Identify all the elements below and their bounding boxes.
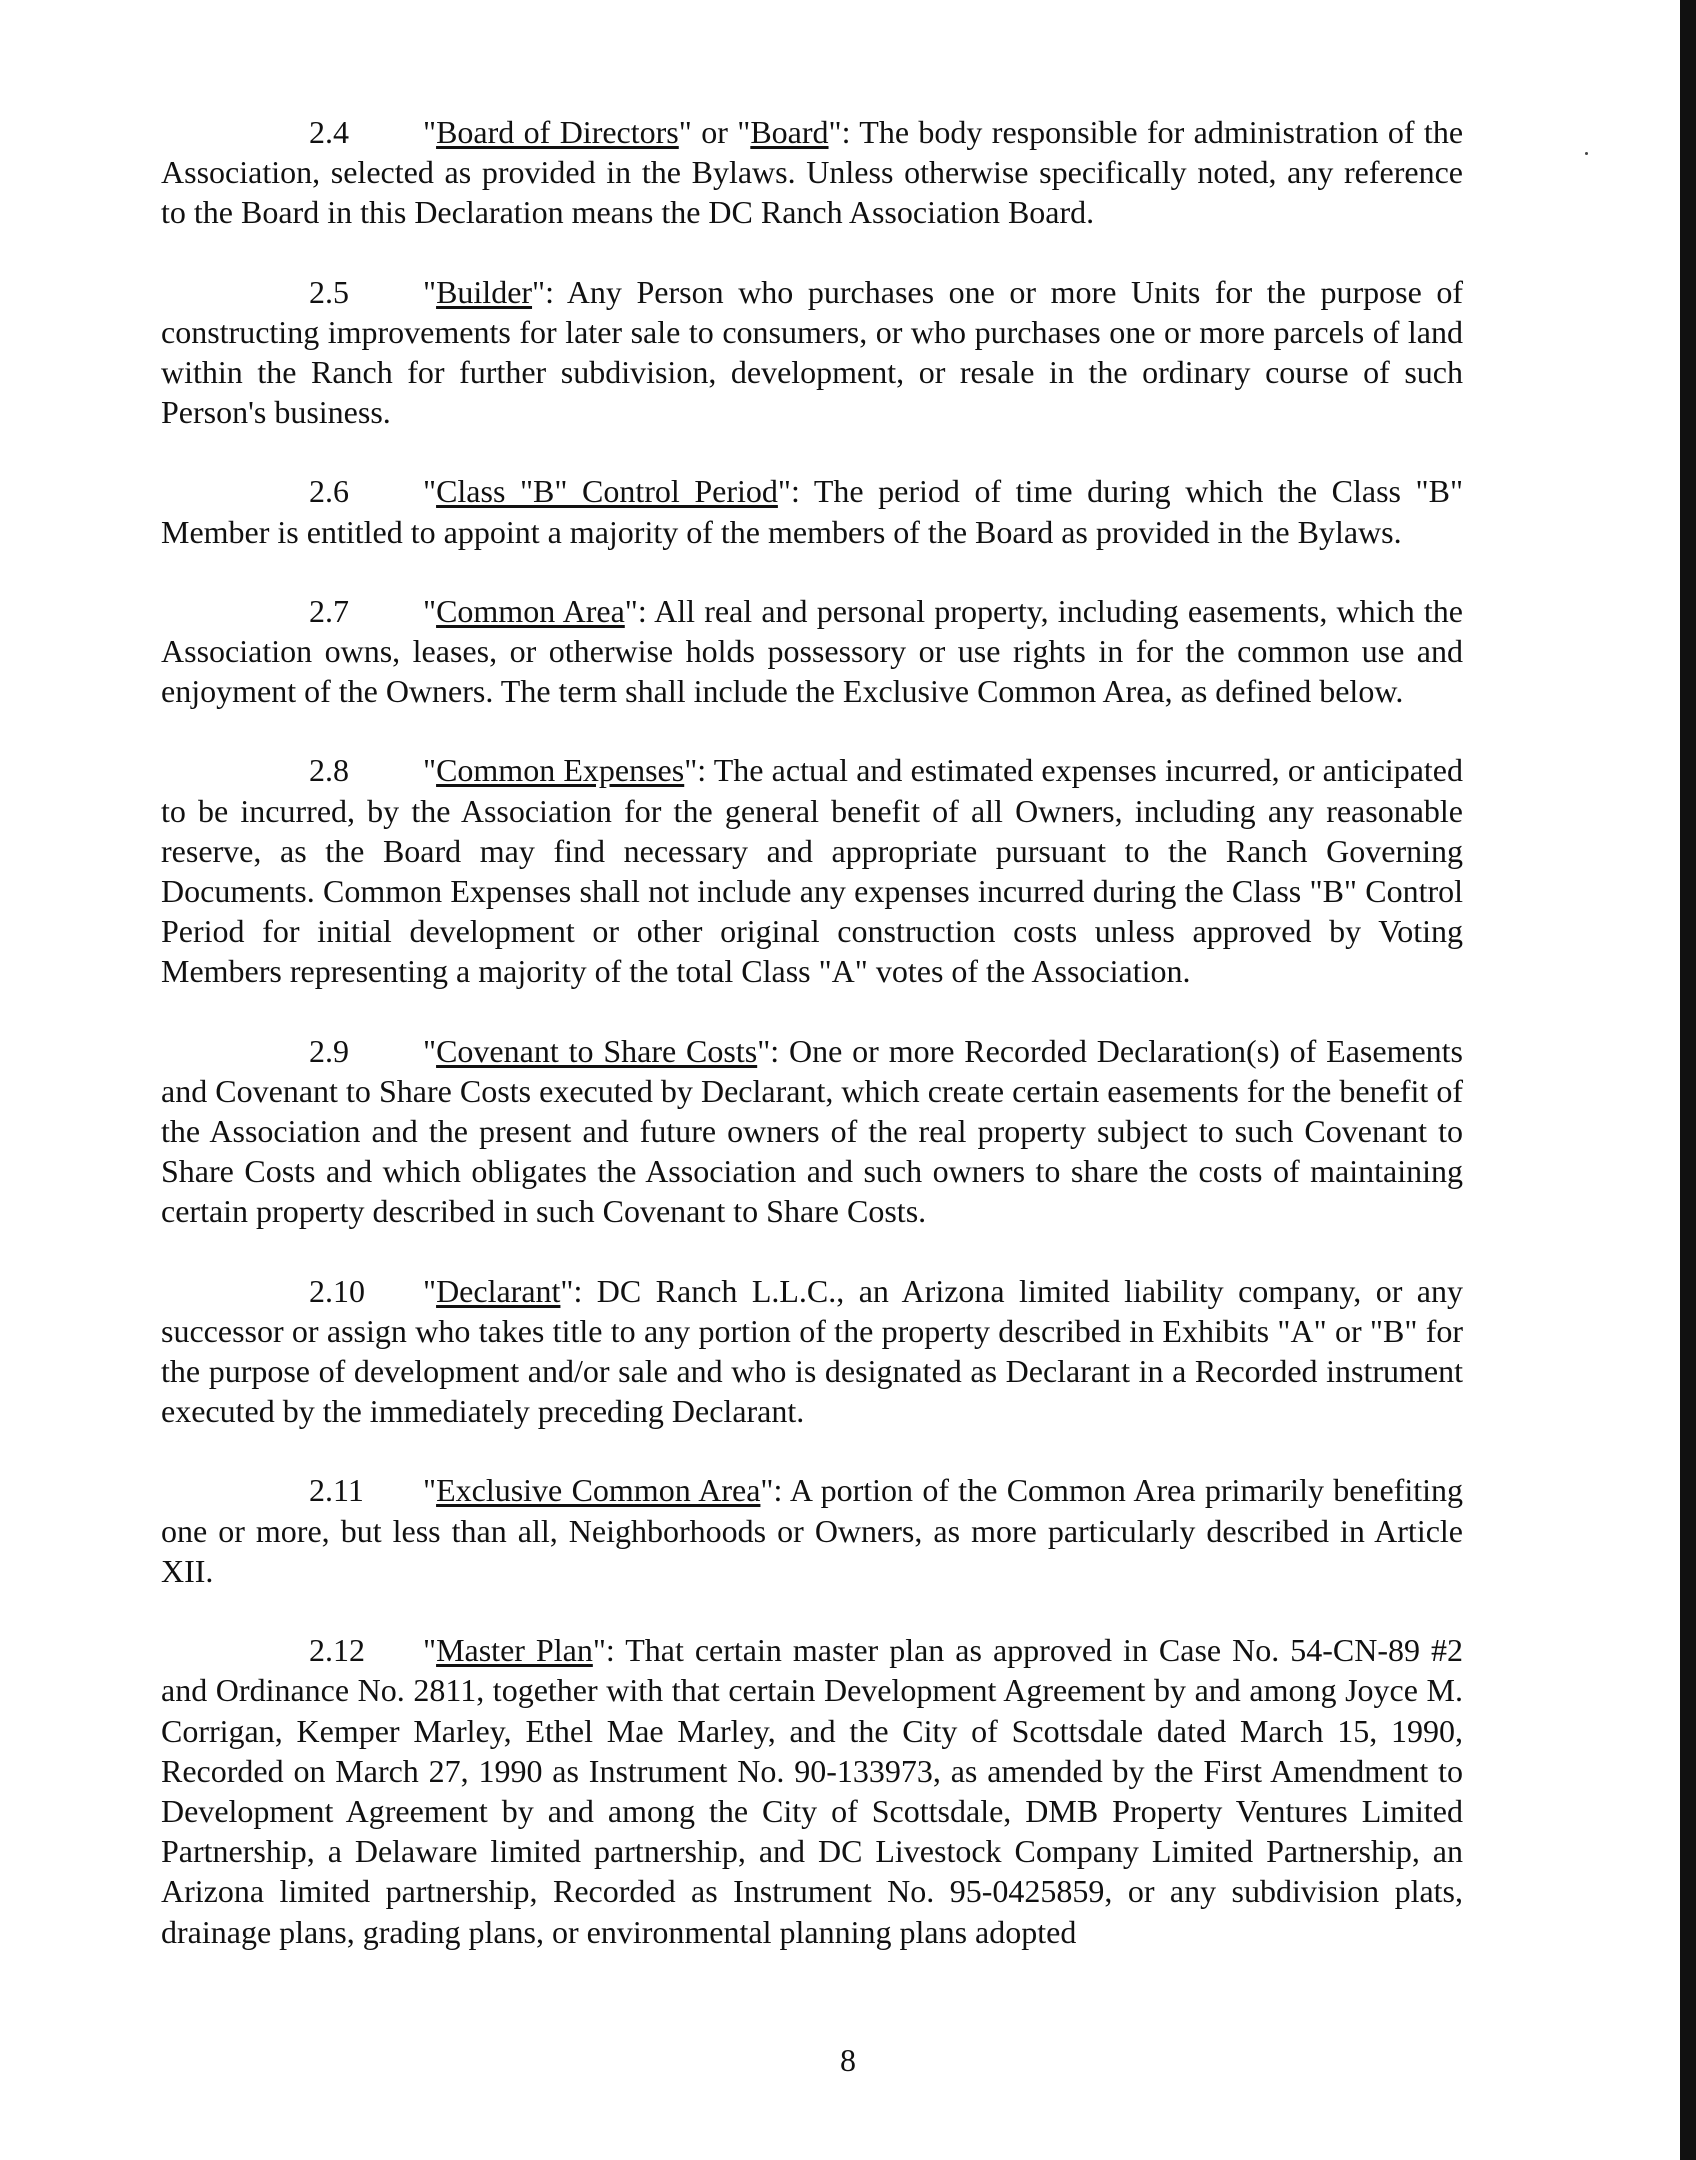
definition-2-4: 2.4 "Board of Directors" or "Board": The body responsible for administration of the Association, selected as provided in the Bylaws. Unless otherwise specifically noted, any reference to the Board in this Declaration means the DC Ranch Association Board.	[161, 114, 1464, 231]
defined-term: Builder	[436, 273, 533, 310]
defined-term: Class "B" Control Period	[436, 473, 778, 510]
definition-text: ": The body responsible for administration of the Association, selected as provided in the Bylaws. Unless otherwise specifically noted, any reference to the Board in this Declaration means the DC Ranch Association Board.	[161, 114, 1464, 231]
defined-term: Declarant	[436, 1272, 561, 1309]
definition-text: ": The actual and estimated expenses incurred, or anticipated to be incurred, by the Association for the general benefit of all Owners, including any reasonable reserve, as the Board may find necessary and appropriate pursuant to the Ranch Governing Documents. Common Expenses shall not include any expenses incurred during the Class "B" Control Period for initial development or other original construction costs unless approved by Voting Members representing a majority of the total Class "A" votes of the Association.	[161, 752, 1464, 990]
definition-2-10: 2.10 "Declarant": DC Ranch L.L.C., an Arizona limited liability company, or any successor or assign who takes title to any portion of the property described in Exhibits "A" or "B" for the purpose of development and/or sale and who is designated as Declarant in a Recorded instrument executed by the immediately preceding Declarant.	[161, 1272, 1463, 1430]
definition-text: ": One or more Recorded Declaration(s) of Easements and Covenant to Share Costs executed by Declarant, which create certain easements for the benefit of the Association and the present and future owners of the real property subject to such Covenant to Share Costs and which obligates the Association and such owners to share the costs of maintaining certain property described in such Covenant to Share Costs.	[161, 1032, 1464, 1230]
section-number: 2.11	[309, 1472, 364, 1509]
scan-speck	[1585, 152, 1588, 155]
definition-text: ": DC Ranch L.L.C., an Arizona limited liability company, or any successor or assign who takes title to any portion of the property described in Exhibits "A" or "B" for the purpose of development and/or sale and who is designated as Declarant in a Recorded instrument executed by the immediately preceding Declarant.	[161, 1272, 1463, 1430]
defined-term: Board	[750, 114, 829, 150]
section-number: 2.4	[309, 114, 349, 150]
definition-text: ": That certain master plan as approved in Case No. 54-CN-89 #2 and Ordinance No. 2811, together with that certain Development Agreement by and among Joyce M. Corrigan, Kemper Marley, Ethel Mae Marley, and the City of Scottsdale dated March 15, 1990, Recorded on March 27, 1990 as Instrument No. 90-133973, as amended by the First Amendment to Development Agreement by and among the City of Scottsdale, DMB Property Ventures Limited Partnership, a Delaware limited partnership, and DC Livestock Company Limited Partnership, an Arizona limited partnership, Recorded as Instrument No. 95-0425859, or any subdivision plats, drainage plans, grading plans, or environmental planning plans adopted	[161, 1632, 1464, 1950]
section-number: 2.9	[309, 1032, 349, 1069]
definition-text: ": All real and personal property, including easements, which the Association owns, leases, or otherwise holds possessory or use rights in for the common use and enjoyment of the Owners. The term shall include the Exclusive Common Area, as defined below.	[161, 592, 1464, 710]
section-number: 2.6	[309, 473, 349, 510]
definition-2-7: 2.7 "Common Area": All real and personal property, including easements, which the Association owns, leases, or otherwise holds possessory or use rights in for the common use and enjoyment of the Owners. The term shall include the Exclusive Common Area, as defined below.	[161, 592, 1464, 710]
definition-text: ": The period of time during which the Class "B" Member is entitled to appoint a majority of the members of the Board as provided in the Bylaws.	[161, 473, 1464, 550]
definition-2-9: 2.9 "Covenant to Share Costs": One or more Recorded Declaration(s) of Easements and Covenant to Share Costs executed by Declarant, which create certain easements for the benefit of the Association and the present and future owners of the real property subject to such Covenant to Share Costs and which obligates the Association and such owners to share the costs of maintaining certain property described in such Covenant to Share Costs.	[161, 1032, 1464, 1230]
scan-edge-bar	[1680, 0, 1696, 2160]
defined-term: Covenant to Share Costs	[436, 1032, 758, 1069]
defined-term: Exclusive Common Area	[436, 1472, 761, 1509]
defined-term: Common Area	[436, 592, 625, 629]
section-number: 2.7	[309, 592, 349, 629]
document-body	[161, 112, 1463, 1952]
section-number: 2.8	[309, 752, 349, 789]
definition-2-5: 2.5 "Builder": Any Person who purchases one or more Units for the purpose of constructing improvements for later sale to consumers, or who purchases one or more parcels of land within the Ranch for further subdivision, development, or resale in the ordinary course of such Person's business.	[161, 273, 1463, 431]
definition-2-6: 2.6 "Class "B" Control Period": The period of time during which the Class "B" Member is entitled to appoint a majority of the members of the Board as provided in the Bylaws.	[161, 473, 1464, 550]
section-number: 2.12	[309, 1632, 365, 1669]
definition-text: ": Any Person who purchases one or more Units for the purpose of constructing improvements for later sale to consumers, or who purchases one or more parcels of land within the Ranch for further subdivision, development, or resale in the ordinary course of such Person's business.	[161, 273, 1463, 431]
definition-text: ": A portion of the Common Area primarily benefiting one or more, but less than all, Neighborhoods or Owners, as more particularly described in Article XII.	[161, 1472, 1464, 1589]
section-number: 2.10	[309, 1272, 365, 1309]
defined-term: Common Expenses	[436, 752, 685, 789]
section-number: 2.5	[309, 273, 349, 310]
page-number: 8	[840, 2042, 856, 2078]
defined-term: Board of Directors	[436, 114, 679, 150]
definition-2-8: 2.8 "Common Expenses": The actual and estimated expenses incurred, or anticipated to be incurred, by the Association for the general benefit of all Owners, including any reasonable reserve, as the Board may find necessary and appropriate pursuant to the Ranch Governing Documents. Common Expenses shall not include any expenses incurred during the Class "B" Control Period for initial development or other original construction costs unless approved by Voting Members representing a majority of the total Class "A" votes of the Association.	[161, 752, 1464, 990]
definition-2-12: 2.12 "Master Plan": That certain master plan as approved in Case No. 54-CN-89 #2 and Ordinance No. 2811, together with that certain Development Agreement by and among Joyce M. Corrigan, Kemper Marley, Ethel Mae Marley, and the City of Scottsdale dated March 15, 1990, Recorded on March 27, 1990 as Instrument No. 90-133973, as amended by the First Amendment to Development Agreement by and among the City of Scottsdale, DMB Property Ventures Limited Partnership, a Delaware limited partnership, and DC Livestock Company Limited Partnership, an Arizona limited partnership, Recorded as Instrument No. 95-0425859, or any subdivision plats, drainage plans, grading plans, or environmental planning plans adopted	[161, 1632, 1464, 1950]
defined-term: Master Plan	[436, 1632, 593, 1669]
definition-2-11: 2.11 "Exclusive Common Area": A portion of the Common Area primarily benefiting one or more, but less than all, Neighborhoods or Owners, as more particularly described in Article XII.	[161, 1472, 1464, 1589]
